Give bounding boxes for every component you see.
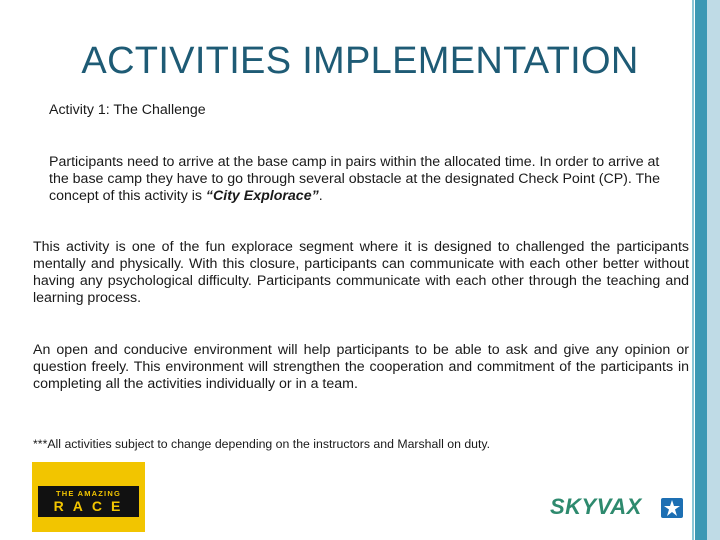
skyvax-star-icon [661, 498, 683, 518]
skyvax-logo-text: SKYVAX [550, 494, 642, 519]
paragraph-1-text: Participants need to arrive at the base camp in pairs within the allocated time. In order to arrive at the base camp they have to go through several obstacle at the designated Check Point (CP). The concept of this activity is [49, 154, 660, 204]
skyvax-logo [550, 494, 686, 524]
page-title: ACTIVITIES IMPLEMENTATION [81, 40, 639, 82]
paragraph-3: An open and conducive environment will help participants to be able to ask and give any opinion or question freely. This environment will strengthen the cooperation and commitment of the participants in completing all the activities individually or in a team. [33, 342, 689, 392]
amazing-race-logo [32, 462, 145, 532]
amazing-race-logo-top-text: THE AMAZING [55, 489, 121, 498]
paragraph-1 [49, 154, 669, 205]
paragraph-1-emphasis: “City Explorace” [205, 188, 319, 204]
activity-subtitle: Activity 1: The Challenge [49, 102, 206, 118]
paragraph-1-end: . [318, 188, 323, 204]
amazing-race-logo-word: RACE [53, 498, 130, 514]
disclaimer-note: ***All activities subject to change depending on the instructors and Marshall on duty. [33, 437, 491, 451]
amazing-race-logo-band [38, 486, 139, 517]
paragraph-2: This activity is one of the fun explorace segment where it is designed to challenged the participants mentally and physically. With this closure, participants can communicate with each other better without having any psychological difficulty. Participants communicate with each other through the teaching and learning process. [33, 239, 689, 306]
